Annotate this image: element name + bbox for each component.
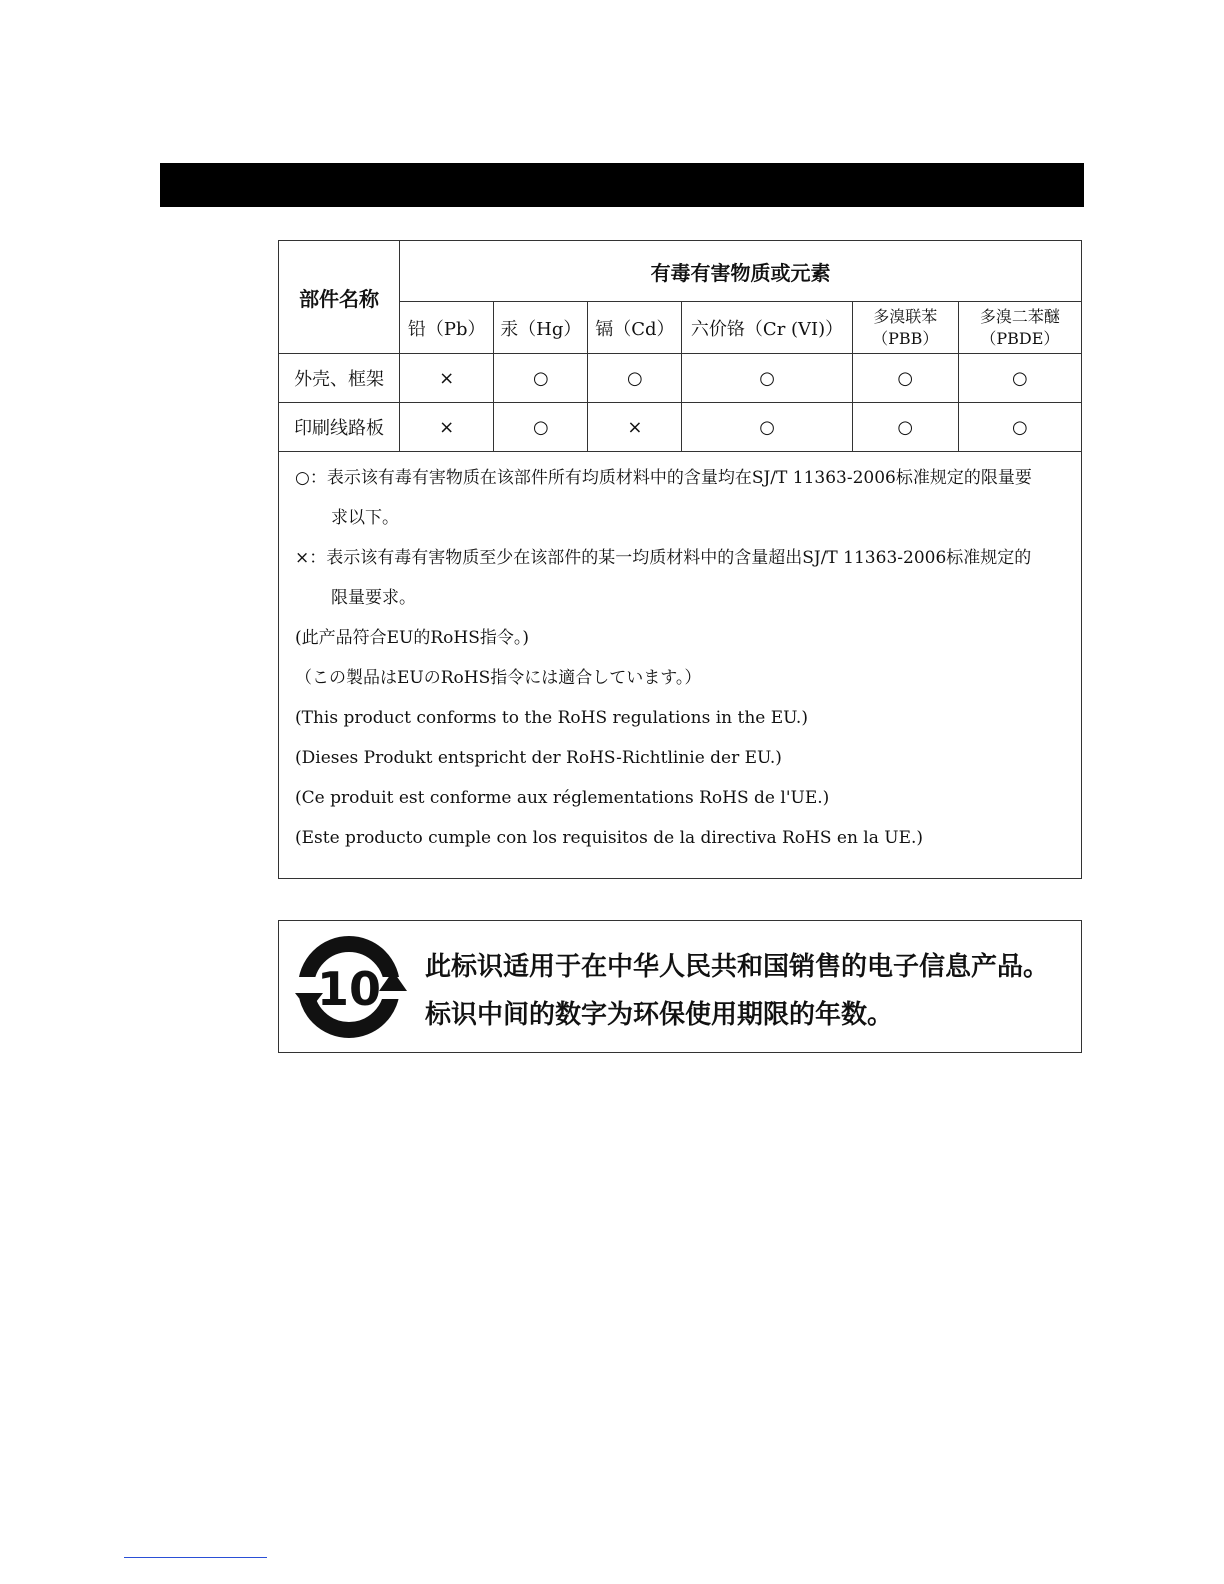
row-name: 外壳、框架 [279, 354, 400, 403]
table-cell: ○ [494, 403, 588, 452]
table-cell: ○ [852, 403, 958, 452]
column-pbb: 多溴联苯 （PBB） [852, 302, 958, 354]
column-cadmium: 镉（Cd） [588, 302, 682, 354]
table-cell: ○ [682, 403, 852, 452]
column-lead: 铅（Pb） [400, 302, 494, 354]
logo-number: 10 [316, 962, 382, 1016]
note-circle: ○：表示该有毒有害物质在该部件所有均质材料中的含量均在SJ/T 11363-2006标准规定的限量要 [295, 468, 1032, 488]
logo-line-1: 此标识适用于在中华人民共和国销售的电子信息产品。 [425, 952, 1050, 982]
row-name: 印刷线路板 [279, 403, 400, 452]
column-chromium: 六价铬（Cr (VI)） [682, 302, 852, 354]
header-bar [160, 163, 1084, 207]
note-japanese: （この製品はEUのRoHS指令には適合しています。） [295, 668, 702, 688]
notes-row [279, 452, 1082, 879]
table-cell: ○ [852, 354, 958, 403]
notes-cell [279, 452, 1082, 879]
part-name-header: 部件名称 [279, 241, 400, 354]
footer-rule [124, 1557, 267, 1558]
column-mercury: 汞（Hg） [494, 302, 588, 354]
logo-line-2: 标识中间的数字为环保使用期限的年数。 [425, 1000, 894, 1030]
efup-10-logo-icon [293, 935, 413, 1039]
table-cell: ○ [958, 354, 1081, 403]
note-cross: ×：表示该有毒有害物质至少在该部件的某一均质材料中的含量超出SJ/T 11363-2006标准规定的 [295, 548, 1032, 568]
note-german: (Dieses Produkt entspricht der RoHS-Richtlinie der EU.) [295, 748, 782, 768]
note-circle-cont: 求以下。 [331, 508, 399, 528]
substances-header: 有毒有害物质或元素 [400, 241, 1082, 302]
note-spanish: (Este producto cumple con los requisitos de la directiva RoHS en la UE.) [295, 828, 924, 848]
table-cell: ○ [588, 354, 682, 403]
note-french: (Ce produit est conforme aux réglementations RoHS de l'UE.) [295, 788, 830, 808]
table-row [279, 354, 1082, 403]
note-english: (This product conforms to the RoHS regulations in the EU.) [295, 708, 808, 728]
efup-logo-box [278, 920, 1082, 1053]
table-cell: ○ [682, 354, 852, 403]
table-cell: × [588, 403, 682, 452]
table-cell: × [400, 354, 494, 403]
rohs-substance-table [278, 240, 1082, 879]
logo-description [425, 943, 1049, 1039]
table-cell: ○ [958, 403, 1081, 452]
table-row [279, 403, 1082, 452]
column-pbde: 多溴二苯醚 （PBDE） [958, 302, 1081, 354]
note-cross-cont: 限量要求。 [331, 588, 416, 608]
table-cell: × [400, 403, 494, 452]
note-chinese: (此产品符合EU的RoHS指令。) [295, 628, 530, 648]
table-cell: ○ [494, 354, 588, 403]
